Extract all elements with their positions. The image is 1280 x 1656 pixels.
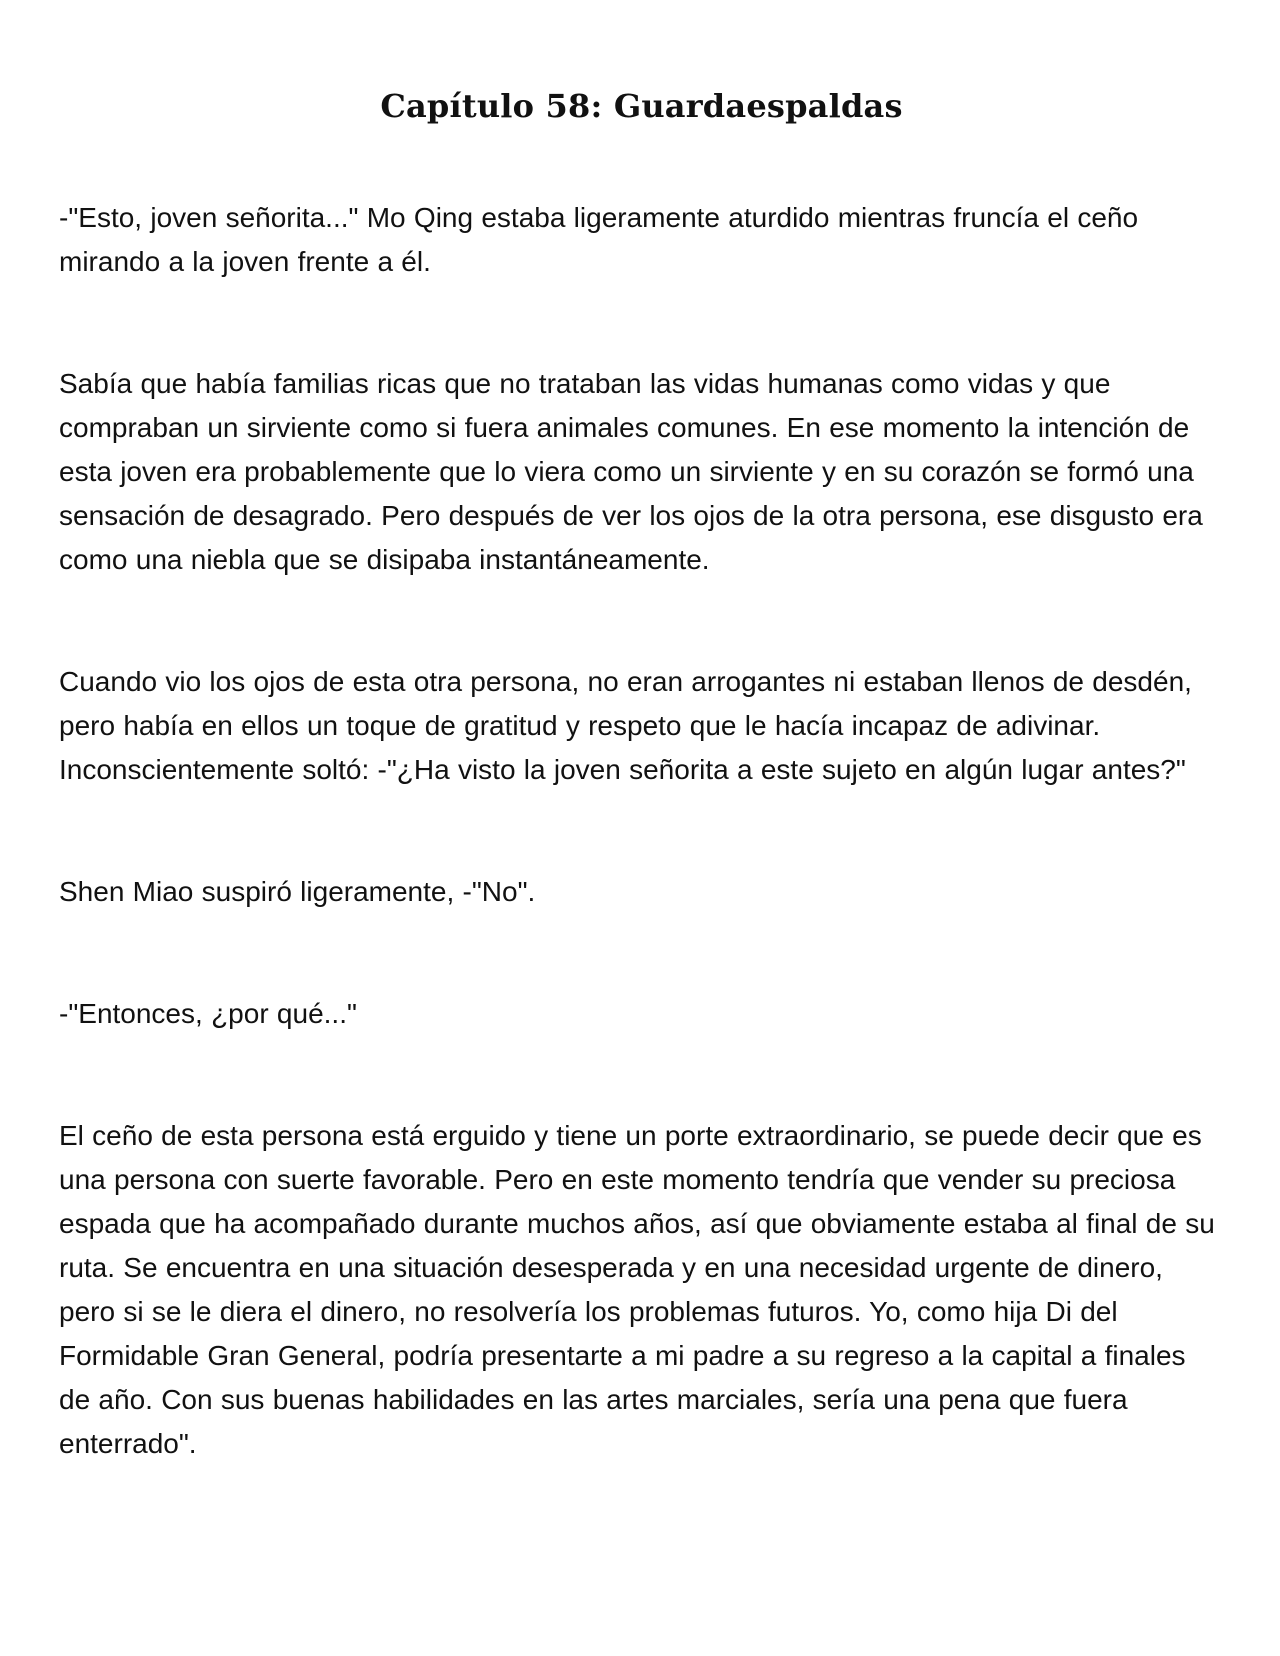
paragraph-2: Sabía que había familias ricas que no trataban las vidas humanas como vidas y que compraban un sirviente como si fuera animales comunes. En ese momento la intención de esta joven era probablemente que lo viera como un sirviente y en su corazón se formó una sensación de desagrado. Pero después de ver los ojos de la otra persona, ese disgusto era como una niebla que se disipaba instantáneamente. <box>59 368 1203 575</box>
paragraph-3: Cuando vio los ojos de esta otra persona, no eran arrogantes ni estaban llenos de desdén, pero había en ellos un toque de gratitud y respeto que le hacía incapaz de adivinar. Inconscientemente soltó: -"¿Ha visto la joven señorita a este sujeto en algún lugar antes?" <box>59 666 1192 785</box>
paragraph-5: -"Entonces, ¿por qué..." <box>59 998 357 1029</box>
paragraph-6: El ceño de esta persona está erguido y tiene un porte extraordinario, se puede decir que es una persona con suerte favorable. Pero en este momento tendría que vender su preciosa espada que ha acompañado durante muchos años, así que obviamente estaba al final de su ruta. Se encuentra en una situación desesperada y en una necesidad urgente de dinero, pero si se le diera el dinero, no resolvería los problemas futuros. Yo, como hija Di del Formidable Gran General, podría presentarte a mi padre a su regreso a la capital a finales de año. Con sus buenas habilidades en las artes marciales, sería una pena que fuera enterrado". <box>59 1120 1215 1459</box>
paragraph-1: -"Esto, joven señorita..." Mo Qing estaba ligeramente aturdido mientras fruncía el ceño mirando a la joven frente a él. <box>59 202 1139 277</box>
chapter-title: Capítulo 58: Guardaespaldas <box>380 87 903 125</box>
document-body <box>59 196 1224 1466</box>
paragraph-4: Shen Miao suspiró ligeramente, -"No". <box>59 876 536 907</box>
